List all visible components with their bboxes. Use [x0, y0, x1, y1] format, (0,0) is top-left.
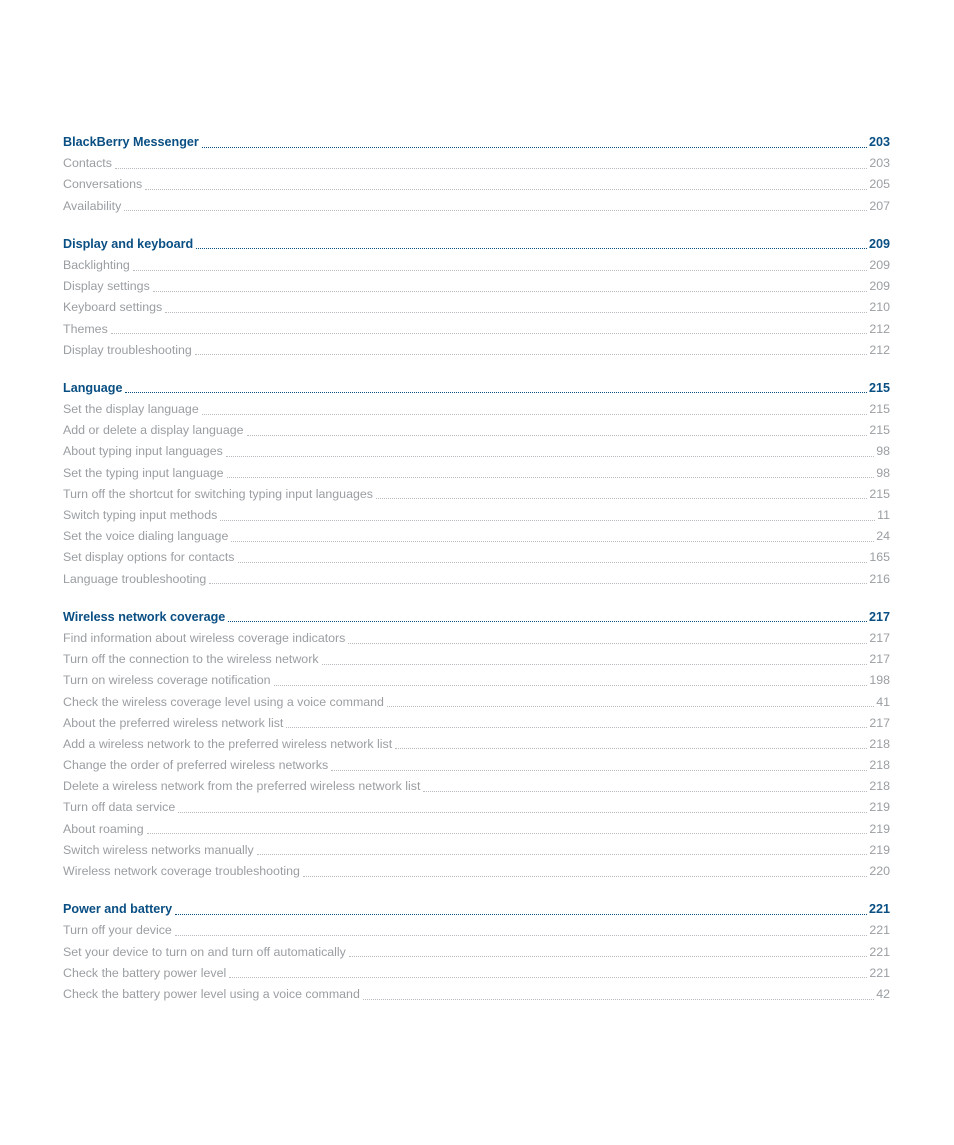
- entry-title: Set display options for contacts: [63, 550, 235, 565]
- entry-page-number: 219: [869, 842, 890, 857]
- entry-title: Turn off the shortcut for switching typing input languages: [63, 486, 373, 501]
- section-title: Wireless network coverage: [63, 609, 226, 624]
- entry-title: Turn on wireless coverage notification: [63, 673, 271, 688]
- dot-leader: [147, 832, 868, 834]
- toc-entry[interactable]: [63, 840, 890, 861]
- section-title: Power and battery: [63, 902, 173, 917]
- dot-leader: [257, 853, 868, 855]
- entry-title: Themes: [63, 321, 108, 336]
- entry-page-number: 215: [869, 486, 890, 501]
- entry-title: Contacts: [63, 156, 112, 171]
- toc-entry[interactable]: [63, 153, 890, 174]
- entry-title: Conversations: [63, 177, 143, 192]
- toc-entry[interactable]: [63, 963, 890, 984]
- dot-leader: [195, 353, 868, 355]
- entry-page-number: 205: [869, 177, 890, 192]
- toc-entry[interactable]: [63, 628, 890, 649]
- dot-leader: [220, 519, 875, 521]
- entry-title: About typing input languages: [63, 444, 223, 459]
- dot-leader: [202, 146, 867, 148]
- entry-title: Turn off data service: [63, 800, 176, 815]
- toc-entry[interactable]: [63, 319, 890, 340]
- entry-page-number: 210: [869, 300, 890, 315]
- dot-leader: [286, 726, 867, 728]
- toc-entry[interactable]: [63, 399, 890, 420]
- entry-page-number: 219: [869, 821, 890, 836]
- entry-page-number: 209: [869, 257, 890, 272]
- dot-leader: [209, 582, 867, 584]
- entry-title: Wireless network coverage troubleshooting: [63, 864, 300, 878]
- entry-title: Change the order of preferred wireless networks: [63, 758, 329, 773]
- toc-entry[interactable]: [63, 984, 890, 1005]
- entry-page-number: 165: [869, 550, 890, 565]
- dot-leader: [247, 434, 868, 436]
- toc-entry[interactable]: [63, 569, 890, 590]
- entry-page-number: 98: [876, 465, 890, 480]
- entry-page-number: 221: [869, 965, 890, 980]
- section-page-number: 217: [868, 609, 890, 624]
- dot-leader: [349, 955, 867, 957]
- entry-title: Availability: [63, 198, 122, 213]
- entry-title: About roaming: [63, 821, 144, 836]
- entry-page-number: 215: [869, 423, 890, 438]
- toc-entry[interactable]: [63, 484, 890, 505]
- dot-leader: [133, 269, 868, 271]
- toc-entry[interactable]: [63, 174, 890, 195]
- entry-page-number: 217: [869, 652, 890, 667]
- section-page-number: 215: [868, 380, 890, 395]
- entry-page-number: 221: [869, 923, 890, 938]
- toc-section-heading[interactable]: [63, 378, 890, 399]
- entry-page-number: 209: [869, 279, 890, 294]
- dot-leader: [363, 998, 874, 1000]
- toc-entry[interactable]: [63, 441, 890, 462]
- entry-title: About the preferred wireless network list: [63, 715, 284, 730]
- toc-entry[interactable]: [63, 734, 890, 755]
- section-title: Language: [63, 380, 123, 395]
- toc-entry[interactable]: [63, 920, 890, 941]
- dot-leader: [175, 913, 867, 915]
- dot-leader: [229, 976, 867, 978]
- entry-title: Backlighting: [63, 257, 130, 272]
- toc-section: [63, 132, 890, 217]
- toc-section-heading[interactable]: [63, 607, 890, 628]
- toc-entry[interactable]: [63, 819, 890, 840]
- dot-leader: [226, 455, 874, 457]
- entry-title: Find information about wireless coverage indicators: [63, 630, 346, 645]
- entry-page-number: 42: [876, 986, 890, 1001]
- entry-title: Add a wireless network to the preferred wireless network list: [63, 736, 393, 751]
- entry-page-number: 218: [869, 758, 890, 773]
- section-title: Display and keyboard: [63, 236, 194, 251]
- dot-leader: [387, 705, 874, 707]
- dot-leader: [111, 332, 868, 334]
- entry-page-number: 41: [876, 694, 890, 709]
- entry-title: Check the battery power level using a voice command: [63, 986, 360, 1001]
- toc-entry[interactable]: [63, 649, 890, 670]
- entry-title: Turn off the connection to the wireless network: [63, 652, 319, 667]
- entry-title: Switch wireless networks manually: [63, 842, 254, 857]
- toc-entry[interactable]: [63, 255, 890, 276]
- dot-leader: [196, 247, 867, 249]
- toc-entry[interactable]: [63, 463, 890, 484]
- toc-entry[interactable]: [63, 196, 890, 217]
- entry-title: Display troubleshooting: [63, 342, 192, 357]
- entry-title: Check the battery power level: [63, 965, 227, 980]
- toc-entry[interactable]: [63, 797, 890, 818]
- toc-entry[interactable]: [63, 420, 890, 441]
- dot-leader: [178, 811, 867, 813]
- entry-page-number: 207: [869, 198, 890, 213]
- entry-page-number: 198: [869, 673, 890, 688]
- entry-page-number: 217: [869, 630, 890, 645]
- section-title: BlackBerry Messenger: [63, 135, 199, 149]
- entry-page-number: 212: [869, 321, 890, 336]
- toc-entry[interactable]: [63, 297, 890, 318]
- entry-page-number: 217: [869, 715, 890, 730]
- toc-entry[interactable]: [63, 776, 890, 797]
- entry-title: Add or delete a display language: [63, 423, 244, 438]
- entry-title: Turn off your device: [63, 923, 172, 938]
- dot-leader: [395, 747, 867, 749]
- dot-leader: [202, 413, 868, 415]
- dot-leader: [231, 540, 874, 542]
- section-page-number: 209: [868, 236, 890, 251]
- entry-title: Keyboard settings: [63, 300, 163, 315]
- dot-leader: [348, 642, 867, 644]
- entry-page-number: 221: [869, 944, 890, 959]
- dot-leader: [228, 620, 867, 622]
- entry-page-number: 98: [876, 444, 890, 459]
- toc-entry[interactable]: [63, 942, 890, 963]
- dot-leader: [303, 875, 867, 877]
- entry-page-number: 218: [869, 779, 890, 794]
- toc-section-heading[interactable]: [63, 132, 890, 153]
- toc-section: [63, 378, 890, 590]
- dot-leader: [145, 188, 867, 190]
- entry-title: Display settings: [63, 279, 150, 294]
- toc-section: [63, 607, 890, 882]
- dot-leader: [331, 769, 867, 771]
- section-page-number: 203: [868, 135, 890, 149]
- toc-section-heading[interactable]: [63, 234, 890, 255]
- toc-entry[interactable]: [63, 692, 890, 713]
- entry-title: Set the typing input language: [63, 465, 224, 480]
- toc-entry[interactable]: [63, 340, 890, 361]
- entry-title: Delete a wireless network from the preferred wireless network list: [63, 779, 421, 794]
- entry-title: Check the wireless coverage level using a voice command: [63, 694, 384, 709]
- dot-leader: [238, 561, 868, 563]
- entry-title: Switch typing input methods: [63, 508, 218, 522]
- toc-entry[interactable]: [63, 713, 890, 734]
- dot-leader: [153, 290, 868, 292]
- entry-page-number: 24: [876, 529, 890, 544]
- section-page-number: 221: [868, 902, 890, 917]
- entry-title: Set your device to turn on and turn off automatically: [63, 944, 346, 959]
- entry-title: Set the voice dialing language: [63, 529, 229, 544]
- toc-section: [63, 899, 890, 1005]
- toc-entry[interactable]: [63, 547, 890, 568]
- entry-title: Set the display language: [63, 402, 199, 417]
- toc-entry[interactable]: [63, 276, 890, 297]
- dot-leader: [165, 311, 867, 313]
- entry-page-number: 212: [869, 342, 890, 357]
- dot-leader: [322, 663, 868, 665]
- toc-section-heading[interactable]: [63, 899, 890, 920]
- entry-page-number: 220: [869, 864, 890, 878]
- entry-page-number: 215: [869, 402, 890, 417]
- dot-leader: [115, 167, 867, 169]
- entry-page-number: 216: [869, 571, 890, 586]
- toc-entry[interactable]: [63, 755, 890, 776]
- toc-entry[interactable]: [63, 670, 890, 691]
- toc-section: [63, 234, 890, 361]
- entry-page-number: 218: [869, 736, 890, 751]
- dot-leader: [274, 684, 868, 686]
- dot-leader: [125, 391, 867, 393]
- entry-page-number: 203: [869, 156, 890, 171]
- entry-page-number: 219: [869, 800, 890, 815]
- dot-leader: [175, 934, 867, 936]
- entry-page-number: 11: [877, 508, 890, 522]
- dot-leader: [376, 497, 867, 499]
- toc-entry[interactable]: [63, 505, 890, 526]
- dot-leader: [423, 790, 867, 792]
- entry-title: Language troubleshooting: [63, 571, 207, 586]
- toc-entry[interactable]: [63, 526, 890, 547]
- toc-entry[interactable]: [63, 861, 890, 882]
- dot-leader: [124, 209, 867, 211]
- table-of-contents: [63, 132, 890, 1022]
- dot-leader: [227, 476, 875, 478]
